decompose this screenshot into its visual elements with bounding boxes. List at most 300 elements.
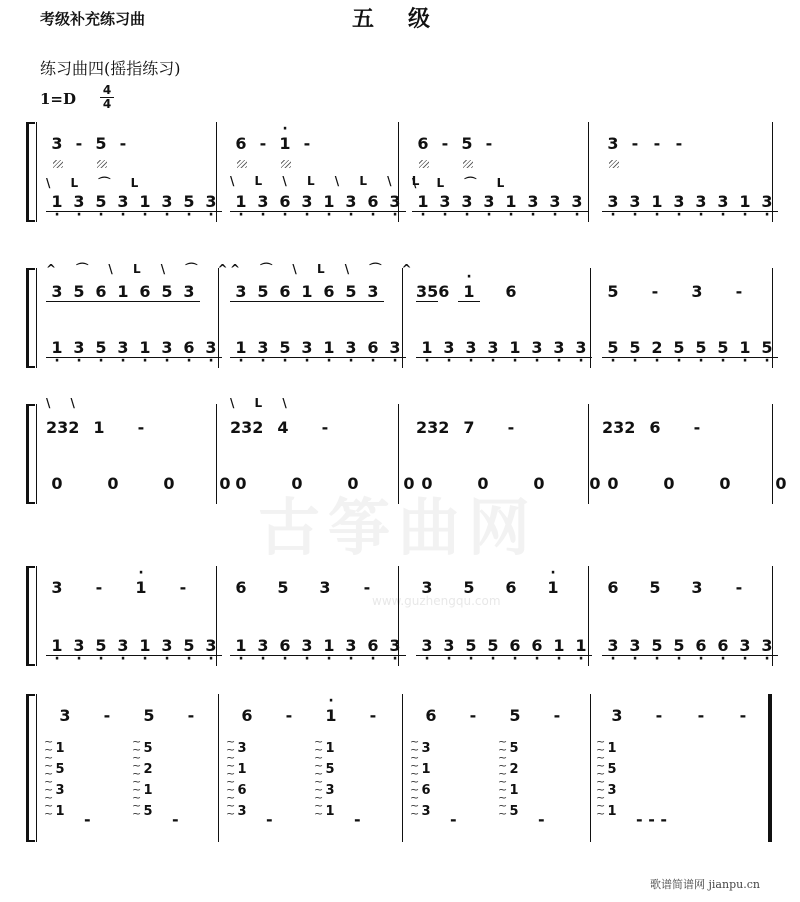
note: 1 ·: [134, 338, 156, 358]
upper-voice-measure: [46, 418, 152, 437]
note: 3 ·: [252, 338, 274, 358]
note: 3 ·: [340, 192, 362, 212]
lower-voice-measure: [602, 636, 778, 656]
note: 6: [649, 418, 661, 437]
note: · 1: [130, 578, 152, 597]
tremolo-mark: [97, 160, 107, 168]
upper-voice-measure: [236, 706, 384, 725]
note: 3 ·: [68, 338, 90, 358]
note: -: [187, 706, 195, 725]
note: 1 ·: [318, 636, 340, 656]
note: 1: [112, 282, 134, 302]
note: 232: [602, 418, 636, 437]
note: 0: [107, 474, 119, 493]
note: 5 ·: [482, 636, 504, 656]
chord-note: 5: [509, 804, 519, 819]
note: 5 ·: [90, 636, 112, 656]
note: -: [739, 706, 747, 725]
note: -: [507, 418, 515, 437]
lower-voice-measure: [46, 474, 236, 493]
note: 3 ·: [522, 192, 544, 212]
note: 6: [274, 282, 296, 302]
chord-note: 2: [143, 762, 153, 777]
note: 232: [416, 418, 450, 437]
lower-voice-measure: [416, 636, 592, 656]
note: 3 ·: [544, 192, 566, 212]
note: 3: [230, 282, 252, 302]
chord-note: 5: [143, 804, 153, 819]
note: 3 ·: [756, 636, 778, 656]
note: 6: [425, 706, 437, 725]
note: 3: [691, 578, 703, 597]
note: 6 ·: [178, 338, 200, 358]
watermark-url: www.guzhengqu.com: [372, 594, 501, 608]
note: 1 ·: [570, 636, 592, 656]
note: 1 ·: [646, 192, 668, 212]
note: 5: [463, 578, 475, 597]
chord-note: 3: [421, 804, 431, 819]
note: 3 ·: [156, 636, 178, 656]
note: -: [469, 706, 477, 725]
note: 3 ·: [548, 338, 570, 358]
note: -: [485, 134, 493, 153]
note: -: [75, 134, 83, 153]
staff-brace: [26, 404, 29, 504]
chord-note: 3: [607, 783, 617, 798]
note: 6 ·: [362, 338, 384, 358]
note: 0: [477, 474, 489, 493]
note: 0: [403, 474, 415, 493]
time-top: 4: [102, 83, 112, 97]
rest-dash: -: [538, 810, 545, 829]
note: 6: [505, 282, 517, 301]
staff-line: [36, 122, 37, 222]
note: 5 ·: [624, 338, 646, 358]
upper-voice-measure: [54, 706, 202, 725]
note: 3 ·: [200, 636, 222, 656]
note: · 1: [458, 282, 480, 302]
fingering-marks: ^ ⌒ \ L \ ⌒ ^: [46, 262, 236, 276]
note: 3: [178, 282, 200, 302]
chord-note: 6: [421, 783, 431, 798]
tremolo-mark: [237, 160, 247, 168]
note: 3 ·: [156, 192, 178, 212]
staff-line: [36, 566, 37, 666]
chord-note: 1: [607, 741, 617, 756]
note: 3: [602, 134, 624, 172]
note: -: [693, 418, 701, 437]
note: 5: [252, 282, 274, 302]
chord: [324, 738, 336, 822]
staff-system-3: [0, 396, 800, 504]
note: 6: [230, 134, 252, 172]
note: 3: [691, 282, 703, 301]
series-title: 考级补充练习曲: [40, 10, 146, 28]
chord-note: 1: [143, 783, 153, 798]
note: 3 ·: [624, 636, 646, 656]
note: 5 ·: [756, 338, 778, 358]
chord: [54, 738, 66, 822]
chord-note: 1: [607, 804, 617, 819]
note: 3 ·: [712, 192, 734, 212]
note: 1 ·: [504, 338, 526, 358]
rest-dash: -: [172, 810, 179, 829]
lower-voice-measure: [412, 192, 588, 212]
note: 1 ·: [416, 338, 438, 358]
note: 0: [235, 474, 247, 493]
lower-voice-measure: [416, 474, 606, 493]
upper-voice-measure: [412, 134, 500, 172]
note: 0: [775, 474, 787, 493]
upper-voice-measure: [602, 282, 750, 301]
note: 3: [421, 578, 433, 597]
note: 7: [463, 418, 475, 437]
arpeggio-mark: ~ ~ ~ ~ ~ ~ ~ ~ ~ ~: [596, 735, 606, 820]
note: 3: [319, 578, 331, 597]
note: 3 ·: [384, 192, 406, 212]
note: 1 ·: [230, 192, 252, 212]
upper-voice-measure: [416, 578, 564, 597]
barline: [218, 694, 219, 842]
note: 5 ·: [668, 636, 690, 656]
note: 3 ·: [526, 338, 548, 358]
upper-voice-measure: [602, 134, 690, 172]
note: -: [655, 706, 663, 725]
note: 3 ·: [156, 338, 178, 358]
note: 6 ·: [526, 636, 548, 656]
note: 3 ·: [566, 192, 588, 212]
note: 3 ·: [438, 636, 460, 656]
upper-voice-measure: [602, 418, 708, 437]
note: 5: [143, 706, 155, 725]
note: 1 ·: [500, 192, 522, 212]
note: 3 ·: [112, 192, 134, 212]
chord-note: 3: [237, 741, 247, 756]
staff-system-1: [0, 122, 800, 222]
upper-voice-measure: [230, 418, 336, 437]
chord-note: 1: [325, 804, 335, 819]
chord: [236, 738, 248, 822]
note: 1 ·: [46, 338, 68, 358]
note: 3 ·: [570, 338, 592, 358]
chord-note: 1: [55, 804, 65, 819]
chord-note: 5: [143, 741, 153, 756]
watermark: 古筝曲网: [258, 491, 539, 564]
note: 3 ·: [200, 192, 222, 212]
tremolo-mark: [281, 160, 291, 168]
note: 5 ·: [90, 338, 112, 358]
note: 3 ·: [734, 636, 756, 656]
note: 3 ·: [340, 636, 362, 656]
chord-note: 5: [55, 762, 65, 777]
note: 5: [277, 578, 289, 597]
chord-note: 1: [509, 783, 519, 798]
chord-note: 1: [55, 741, 65, 756]
level-title: 五级: [352, 6, 465, 32]
lower-voice-measure: [602, 474, 792, 493]
note: -: [303, 134, 311, 153]
lower-voice-measure: [602, 192, 778, 212]
note: 1 ·: [134, 636, 156, 656]
upper-voice-measure: [230, 134, 318, 172]
chord-note: 1: [325, 741, 335, 756]
note: 6: [134, 282, 156, 302]
note: 5 ·: [274, 338, 296, 358]
staff-system-5: [0, 694, 800, 842]
note: 5 ·: [668, 338, 690, 358]
note: 5: [607, 282, 619, 301]
note: 0: [163, 474, 175, 493]
fingering-marks: \ L ⌒ L: [412, 176, 513, 190]
note: 0: [291, 474, 303, 493]
piece-title: 练习曲四(摇指练习): [40, 59, 181, 78]
note: 3 ·: [602, 192, 624, 212]
upper-voice-measure: [46, 578, 194, 597]
note: -: [735, 578, 743, 597]
note: 3 ·: [690, 192, 712, 212]
note: -: [653, 134, 661, 153]
arpeggio-mark: ~ ~ ~ ~ ~ ~ ~ ~ ~ ~: [410, 735, 420, 820]
note: -: [553, 706, 561, 725]
note: 3 ·: [384, 338, 406, 358]
note: 0: [51, 474, 63, 493]
tremolo-mark: [53, 160, 63, 168]
note: -: [369, 706, 377, 725]
note: 5 ·: [712, 338, 734, 358]
note: 3 ·: [112, 338, 134, 358]
note: 5: [456, 134, 478, 172]
note: 5: [90, 134, 112, 172]
arpeggio-mark: ~ ~ ~ ~ ~ ~ ~ ~ ~ ~: [226, 735, 236, 820]
note: -: [631, 134, 639, 153]
lower-voice-measure: [46, 192, 222, 212]
upper-voice-measure: [46, 134, 134, 172]
arpeggio-mark: ~ ~ ~ ~ ~ ~ ~ ~ ~ ~: [132, 735, 142, 820]
note: -: [179, 578, 187, 597]
note: 3 ·: [456, 192, 478, 212]
note: 5: [68, 282, 90, 302]
fingering-marks: \ L \ L \ L \ L: [230, 174, 428, 188]
note: 6: [318, 282, 340, 302]
note: 4: [277, 418, 289, 437]
note: 0: [219, 474, 231, 493]
note: 6: [607, 578, 619, 597]
note: 3: [51, 578, 63, 597]
note: 0: [589, 474, 601, 493]
note: · 1: [542, 578, 564, 597]
note: -: [321, 418, 329, 437]
note: 5 ·: [690, 338, 712, 358]
chord-note: 5: [325, 762, 335, 777]
note: 6 ·: [712, 636, 734, 656]
note: 3 ·: [478, 192, 500, 212]
upper-voice-measure: [46, 282, 200, 302]
lower-voice-measure: [230, 474, 420, 493]
note: 5 ·: [602, 338, 624, 358]
note: 6 ·: [274, 192, 296, 212]
note: 3 ·: [340, 338, 362, 358]
staff-brace: [26, 268, 29, 368]
note: 6: [505, 578, 517, 597]
lower-voice-measure: [230, 192, 406, 212]
note: -: [675, 134, 683, 153]
chord-note: 2: [509, 762, 519, 777]
note: 5: [649, 578, 661, 597]
lower-voice-measure: [230, 636, 406, 656]
chord: [508, 738, 520, 822]
note: 1: [296, 282, 318, 302]
tremolo-mark: [463, 160, 473, 168]
note: 6 ·: [362, 636, 384, 656]
note: · 1: [274, 134, 296, 172]
note: 0: [533, 474, 545, 493]
note: 1 ·: [734, 192, 756, 212]
note: 6: [412, 134, 434, 172]
note: 3 ·: [438, 338, 460, 358]
note: 5 ·: [646, 636, 668, 656]
barline: [402, 694, 403, 842]
rest-dash: -: [266, 810, 273, 829]
fingering-marks: \ L \: [230, 396, 295, 410]
note: 3: [46, 282, 68, 302]
note: 5: [509, 706, 521, 725]
note: 3 ·: [624, 192, 646, 212]
chord-note: 3: [421, 741, 431, 756]
chord: [420, 738, 432, 822]
staff-line: [36, 268, 37, 368]
lower-voice-measure: [46, 636, 222, 656]
note: 3 ·: [460, 338, 482, 358]
chord-note: 1: [237, 762, 247, 777]
note: -: [735, 282, 743, 301]
note: 232: [46, 418, 80, 437]
note: · 1: [320, 706, 342, 725]
note: 6: [235, 578, 247, 597]
note: 1 ·: [46, 636, 68, 656]
note: 1 ·: [46, 192, 68, 212]
note: 1 ·: [734, 338, 756, 358]
note: 6 ·: [274, 636, 296, 656]
note: -: [285, 706, 293, 725]
note: -: [363, 578, 371, 597]
staff-system-4: [0, 566, 800, 666]
arpeggio-mark: ~ ~ ~ ~ ~ ~ ~ ~ ~ ~: [314, 735, 324, 820]
lower-voice-measure: [602, 338, 778, 358]
note: 1 ·: [230, 338, 252, 358]
time-signature: [100, 84, 114, 111]
note: 3: [46, 134, 68, 172]
note: 6 ·: [504, 636, 526, 656]
note: 3 ·: [668, 192, 690, 212]
note: 3 ·: [112, 636, 134, 656]
chord-note: 3: [325, 783, 335, 798]
staff-brace: [26, 566, 29, 666]
note: 3 ·: [252, 192, 274, 212]
note: -: [651, 282, 659, 301]
note: 0: [421, 474, 433, 493]
rest-dash: -: [84, 810, 91, 829]
note: 6 ·: [362, 192, 384, 212]
chord: [606, 738, 618, 822]
arpeggio-mark: ~ ~ ~ ~ ~ ~ ~ ~ ~ ~: [44, 735, 54, 820]
note: 6: [241, 706, 253, 725]
note: -: [697, 706, 705, 725]
note: 3 ·: [416, 636, 438, 656]
key-signature: 1=D: [40, 90, 77, 108]
note: 3: [59, 706, 71, 725]
barline: [588, 122, 589, 222]
chord-note: 3: [237, 804, 247, 819]
note: 0: [663, 474, 675, 493]
staff-line: [36, 404, 37, 504]
upper-voice-measure: [230, 578, 378, 597]
fingering-marks: ^ ⌒ \ L \ ⌒ ^: [230, 262, 420, 276]
note: 3 ·: [434, 192, 456, 212]
note: 3 ·: [252, 636, 274, 656]
chord-note: 5: [509, 741, 519, 756]
arpeggio-mark: ~ ~ ~ ~ ~ ~ ~ ~ ~ ~: [498, 735, 508, 820]
barline: [768, 694, 772, 842]
note: 5: [340, 282, 362, 302]
note: -: [95, 578, 103, 597]
note: -: [137, 418, 145, 437]
note: 3 ·: [384, 636, 406, 656]
note: 5 ·: [90, 192, 112, 212]
note: 0: [347, 474, 359, 493]
note: 1 ·: [230, 636, 252, 656]
note: 5 ·: [178, 636, 200, 656]
note: 3 ·: [68, 192, 90, 212]
note: 3 ·: [602, 636, 624, 656]
rest-dash: -: [354, 810, 361, 829]
note: 5: [156, 282, 178, 302]
note: -: [119, 134, 127, 153]
note: 6: [90, 282, 112, 302]
note: 1 ·: [318, 192, 340, 212]
note: -: [259, 134, 267, 153]
note: 3 ·: [296, 636, 318, 656]
rest-dash: - - -: [636, 810, 668, 829]
note: -: [103, 706, 111, 725]
note: 3 ·: [296, 192, 318, 212]
note: 5 ·: [178, 192, 200, 212]
note: 3 ·: [296, 338, 318, 358]
staff-line: [36, 694, 37, 842]
note: 1 ·: [412, 192, 434, 212]
staff-system-2: [0, 262, 800, 368]
time-bottom: 4: [102, 97, 112, 111]
chord-note: 1: [421, 762, 431, 777]
tremolo-mark: [609, 160, 619, 168]
upper-voice-measure: [606, 706, 754, 725]
note: 1 ·: [134, 192, 156, 212]
note: 1: [93, 418, 105, 437]
fingering-marks: \ L ⌒ L: [46, 176, 147, 190]
chord-note: 6: [237, 783, 247, 798]
note: 0: [607, 474, 619, 493]
fingering-marks: \ \: [46, 396, 83, 410]
upper-voice-measure: [230, 282, 384, 302]
lower-voice-measure: [230, 338, 406, 358]
site-label: 歌谱简谱网 jianpu.cn: [650, 878, 760, 891]
note: 3 ·: [68, 636, 90, 656]
staff-brace: [26, 122, 29, 222]
upper-voice-measure: [416, 418, 522, 437]
note: -: [441, 134, 449, 153]
chord-note: 3: [55, 783, 65, 798]
note: 3: [362, 282, 384, 302]
tremolo-mark: [419, 160, 429, 168]
